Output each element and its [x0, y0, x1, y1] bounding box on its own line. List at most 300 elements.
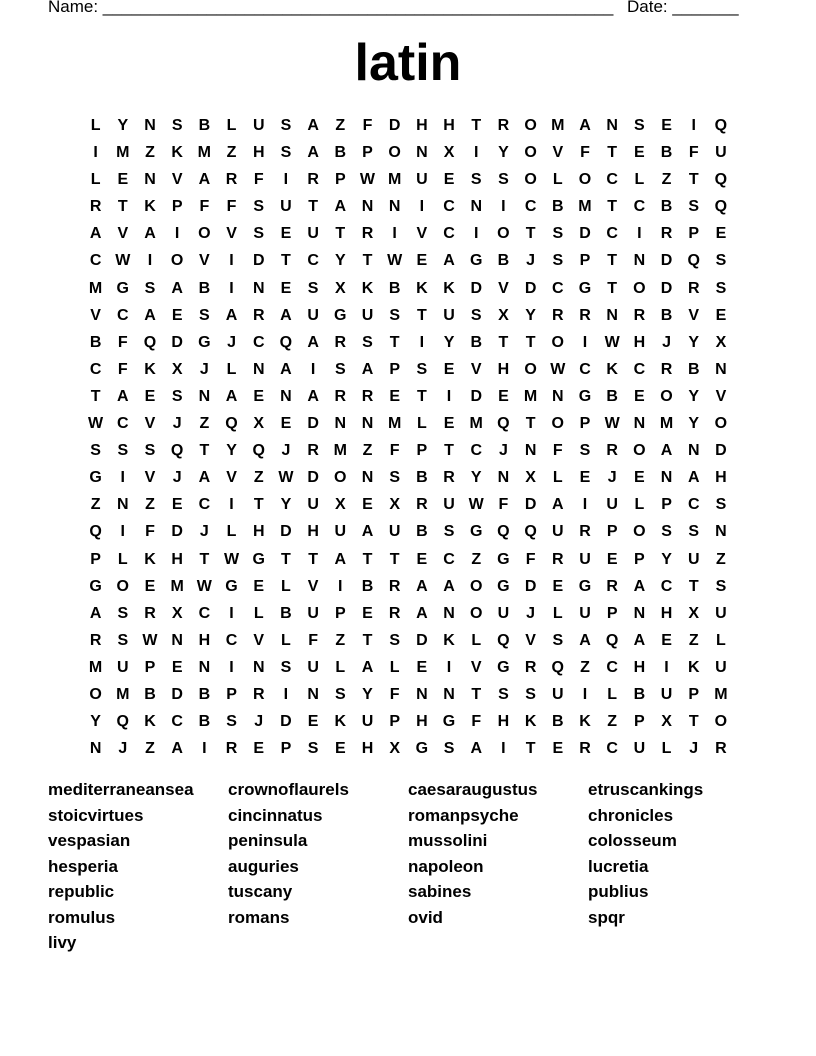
- grid-letter[interactable]: E: [552, 577, 564, 595]
- grid-letter[interactable]: Y: [498, 144, 509, 162]
- grid-letter[interactable]: A: [334, 198, 347, 216]
- grid-letter[interactable]: T: [688, 577, 699, 595]
- grid-letter[interactable]: L: [281, 631, 291, 649]
- grid-letter[interactable]: T: [362, 631, 373, 649]
- grid-letter[interactable]: D: [416, 631, 428, 649]
- grid-letter[interactable]: M: [88, 658, 103, 676]
- grid-letter[interactable]: S: [226, 713, 237, 731]
- grid-letter[interactable]: Y: [334, 252, 346, 270]
- grid-letter[interactable]: I: [691, 117, 696, 134]
- grid-letter[interactable]: L: [607, 685, 618, 703]
- grid-letter[interactable]: E: [661, 631, 672, 649]
- grid-letter[interactable]: Z: [661, 171, 672, 189]
- grid-letter[interactable]: N: [252, 658, 265, 676]
- grid-letter[interactable]: L: [226, 117, 237, 134]
- grid-letter[interactable]: W: [196, 577, 212, 595]
- grid-letter[interactable]: J: [227, 333, 236, 351]
- grid-letter[interactable]: R: [443, 469, 455, 487]
- grid-letter[interactable]: A: [416, 604, 428, 622]
- grid-letter[interactable]: D: [660, 252, 673, 270]
- grid-letter[interactable]: U: [715, 144, 727, 162]
- grid-letter[interactable]: K: [524, 713, 537, 731]
- grid-letter[interactable]: V: [688, 306, 700, 324]
- grid-letter[interactable]: G: [497, 577, 510, 595]
- grid-letter[interactable]: H: [252, 523, 265, 541]
- grid-letter[interactable]: A: [144, 225, 156, 243]
- grid-letter[interactable]: S: [334, 360, 346, 378]
- grid-letter[interactable]: R: [307, 171, 319, 189]
- grid-letter[interactable]: E: [171, 658, 183, 676]
- grid-letter[interactable]: X: [688, 604, 700, 622]
- grid-letter[interactable]: Z: [688, 631, 699, 649]
- grid-letter[interactable]: I: [147, 252, 153, 270]
- grid-letter[interactable]: V: [171, 171, 183, 189]
- grid-letter[interactable]: Z: [607, 713, 618, 731]
- grid-letter[interactable]: W: [604, 333, 620, 351]
- grid-letter[interactable]: A: [470, 740, 482, 758]
- grid-letter[interactable]: S: [253, 198, 265, 216]
- grid-letter[interactable]: W: [142, 631, 158, 649]
- grid-letter[interactable]: B: [660, 306, 673, 324]
- grid-letter[interactable]: Q: [225, 415, 238, 433]
- grid-letter[interactable]: E: [253, 577, 265, 595]
- grid-letter[interactable]: A: [361, 360, 374, 378]
- grid-letter[interactable]: I: [473, 225, 479, 243]
- grid-letter[interactable]: A: [633, 577, 646, 595]
- grid-letter[interactable]: A: [579, 631, 591, 649]
- grid-letter[interactable]: M: [578, 198, 592, 216]
- grid-letter[interactable]: E: [443, 415, 455, 433]
- grid-letter[interactable]: Q: [687, 252, 700, 270]
- grid-letter[interactable]: N: [524, 442, 537, 460]
- grid-letter[interactable]: O: [633, 279, 646, 297]
- grid-letter[interactable]: A: [307, 333, 319, 351]
- grid-letter[interactable]: J: [281, 442, 291, 460]
- grid-letter[interactable]: W: [278, 469, 294, 487]
- grid-letter[interactable]: O: [551, 333, 564, 351]
- grid-letter[interactable]: F: [688, 144, 699, 162]
- grid-letter[interactable]: A: [660, 442, 673, 460]
- grid-letter[interactable]: C: [633, 360, 646, 378]
- grid-letter[interactable]: I: [120, 523, 125, 541]
- grid-letter[interactable]: T: [199, 550, 210, 568]
- grid-letter[interactable]: A: [334, 550, 347, 568]
- grid-letter[interactable]: S: [171, 117, 183, 134]
- grid-letter[interactable]: O: [170, 252, 184, 270]
- grid-letter[interactable]: A: [280, 360, 292, 378]
- grid-letter[interactable]: F: [389, 685, 400, 703]
- grid-letter[interactable]: Q: [714, 171, 728, 189]
- grid-letter[interactable]: K: [144, 550, 156, 568]
- grid-letter[interactable]: N: [687, 442, 700, 460]
- grid-letter[interactable]: O: [497, 225, 510, 243]
- grid-letter[interactable]: I: [637, 225, 642, 243]
- grid-letter[interactable]: R: [89, 631, 102, 649]
- grid-letter[interactable]: K: [416, 279, 428, 297]
- grid-letter[interactable]: I: [419, 198, 425, 216]
- grid-letter[interactable]: R: [579, 740, 591, 758]
- grid-letter[interactable]: F: [117, 333, 128, 351]
- grid-letter[interactable]: X: [334, 279, 346, 297]
- grid-letter[interactable]: N: [416, 685, 428, 703]
- grid-letter[interactable]: N: [361, 198, 374, 216]
- grid-letter[interactable]: I: [664, 658, 669, 676]
- grid-letter[interactable]: T: [416, 387, 427, 405]
- grid-letter[interactable]: S: [389, 631, 400, 649]
- grid-letter[interactable]: L: [90, 171, 101, 189]
- grid-letter[interactable]: C: [443, 225, 455, 243]
- grid-letter[interactable]: I: [392, 225, 397, 243]
- grid-letter[interactable]: S: [307, 740, 319, 758]
- grid-letter[interactable]: G: [442, 713, 456, 731]
- grid-letter[interactable]: F: [226, 198, 237, 216]
- grid-letter[interactable]: M: [387, 415, 402, 433]
- grid-letter[interactable]: P: [389, 360, 400, 378]
- grid-letter[interactable]: H: [307, 523, 319, 541]
- grid-letter[interactable]: Z: [335, 631, 346, 649]
- grid-letter[interactable]: A: [687, 469, 700, 487]
- grid-letter[interactable]: V: [470, 360, 482, 378]
- grid-letter[interactable]: Z: [362, 442, 373, 460]
- grid-letter[interactable]: Q: [116, 713, 129, 731]
- grid-letter[interactable]: B: [470, 333, 482, 351]
- grid-letter[interactable]: S: [416, 360, 428, 378]
- grid-letter[interactable]: B: [198, 685, 211, 703]
- grid-letter[interactable]: T: [525, 225, 536, 243]
- grid-letter[interactable]: J: [662, 333, 671, 351]
- grid-letter[interactable]: D: [524, 496, 537, 514]
- grid-letter[interactable]: Q: [89, 523, 102, 541]
- grid-letter[interactable]: S: [90, 442, 101, 460]
- grid-letter[interactable]: I: [229, 252, 234, 270]
- grid-letter[interactable]: S: [117, 604, 129, 622]
- grid-letter[interactable]: Q: [605, 631, 619, 649]
- grid-letter[interactable]: C: [117, 415, 129, 433]
- grid-letter[interactable]: G: [578, 279, 592, 297]
- grid-letter[interactable]: S: [715, 496, 727, 514]
- grid-letter[interactable]: R: [606, 577, 618, 595]
- grid-letter[interactable]: N: [307, 685, 319, 703]
- grid-letter[interactable]: Y: [90, 713, 101, 731]
- grid-letter[interactable]: Z: [145, 144, 155, 162]
- grid-letter[interactable]: W: [359, 171, 376, 189]
- grid-letter[interactable]: B: [497, 252, 510, 270]
- grid-letter[interactable]: X: [498, 306, 509, 324]
- grid-letter[interactable]: U: [361, 306, 374, 324]
- grid-letter[interactable]: A: [89, 225, 102, 243]
- grid-letter[interactable]: L: [117, 550, 128, 568]
- grid-letter[interactable]: G: [415, 740, 429, 758]
- grid-letter[interactable]: G: [334, 306, 347, 324]
- grid-letter[interactable]: U: [715, 658, 727, 676]
- grid-letter[interactable]: L: [661, 740, 672, 758]
- grid-letter[interactable]: Q: [497, 415, 510, 433]
- grid-letter[interactable]: E: [443, 360, 455, 378]
- grid-letter[interactable]: T: [389, 550, 400, 568]
- grid-letter[interactable]: F: [525, 550, 536, 568]
- grid-letter[interactable]: W: [468, 496, 484, 514]
- grid-letter[interactable]: Q: [497, 631, 510, 649]
- grid-letter[interactable]: S: [199, 306, 210, 324]
- grid-letter[interactable]: S: [579, 442, 591, 460]
- grid-letter[interactable]: K: [144, 713, 156, 731]
- grid-letter[interactable]: U: [552, 685, 564, 703]
- grid-letter[interactable]: V: [226, 225, 237, 243]
- grid-letter[interactable]: S: [470, 306, 482, 324]
- grid-letter[interactable]: P: [226, 685, 237, 703]
- grid-letter[interactable]: H: [633, 333, 646, 351]
- grid-letter[interactable]: H: [715, 469, 727, 487]
- grid-letter[interactable]: I: [229, 658, 234, 676]
- grid-letter[interactable]: G: [469, 252, 483, 270]
- grid-letter[interactable]: A: [89, 604, 102, 622]
- grid-letter[interactable]: T: [498, 333, 509, 351]
- grid-letter[interactable]: G: [198, 333, 211, 351]
- grid-letter[interactable]: E: [634, 469, 645, 487]
- grid-letter[interactable]: T: [253, 496, 264, 514]
- grid-letter[interactable]: P: [334, 604, 346, 622]
- grid-letter[interactable]: M: [197, 144, 211, 162]
- grid-letter[interactable]: C: [579, 360, 591, 378]
- grid-letter[interactable]: H: [198, 631, 211, 649]
- grid-letter[interactable]: T: [607, 252, 618, 270]
- grid-letter[interactable]: R: [144, 604, 156, 622]
- grid-letter[interactable]: V: [715, 387, 727, 405]
- grid-letter[interactable]: R: [660, 360, 673, 378]
- grid-letter[interactable]: N: [198, 658, 211, 676]
- grid-letter[interactable]: H: [171, 550, 183, 568]
- grid-letter[interactable]: I: [174, 225, 180, 243]
- grid-letter[interactable]: K: [687, 658, 700, 676]
- grid-letter[interactable]: M: [333, 442, 347, 460]
- grid-letter[interactable]: S: [634, 117, 645, 134]
- grid-letter[interactable]: F: [145, 523, 155, 541]
- grid-letter[interactable]: T: [90, 387, 101, 405]
- grid-letter[interactable]: Y: [280, 496, 292, 514]
- grid-letter[interactable]: M: [116, 685, 130, 703]
- grid-letter[interactable]: T: [688, 713, 699, 731]
- grid-letter[interactable]: P: [661, 496, 672, 514]
- grid-letter[interactable]: P: [634, 550, 645, 568]
- grid-letter[interactable]: L: [634, 171, 645, 189]
- grid-letter[interactable]: N: [89, 740, 102, 758]
- grid-letter[interactable]: N: [416, 144, 428, 162]
- grid-letter[interactable]: T: [688, 171, 699, 189]
- grid-letter[interactable]: S: [117, 631, 129, 649]
- grid-letter[interactable]: V: [416, 225, 428, 243]
- grid-letter[interactable]: W: [115, 252, 131, 270]
- grid-letter[interactable]: O: [578, 171, 592, 189]
- grid-letter[interactable]: J: [199, 360, 209, 378]
- grid-letter[interactable]: U: [579, 604, 591, 622]
- grid-letter[interactable]: E: [253, 387, 265, 405]
- grid-letter[interactable]: U: [252, 117, 265, 134]
- grid-letter[interactable]: K: [334, 713, 347, 731]
- grid-letter[interactable]: U: [307, 658, 319, 676]
- grid-letter[interactable]: I: [229, 279, 234, 297]
- grid-letter[interactable]: F: [552, 442, 563, 460]
- grid-letter[interactable]: U: [606, 496, 618, 514]
- grid-letter[interactable]: O: [388, 144, 401, 162]
- grid-letter[interactable]: J: [526, 604, 536, 622]
- grid-letter[interactable]: S: [280, 658, 292, 676]
- grid-letter[interactable]: C: [470, 442, 482, 460]
- grid-letter[interactable]: L: [226, 523, 237, 541]
- grid-letter[interactable]: E: [307, 713, 319, 731]
- grid-letter[interactable]: A: [307, 117, 319, 134]
- grid-letter[interactable]: Y: [226, 442, 237, 460]
- grid-letter[interactable]: Z: [145, 740, 155, 758]
- grid-letter[interactable]: C: [606, 658, 618, 676]
- grid-letter[interactable]: E: [117, 171, 129, 189]
- grid-letter[interactable]: R: [579, 523, 591, 541]
- grid-letter[interactable]: U: [307, 604, 319, 622]
- grid-letter[interactable]: F: [253, 171, 264, 189]
- grid-letter[interactable]: S: [715, 577, 727, 595]
- grid-letter[interactable]: C: [443, 198, 455, 216]
- grid-letter[interactable]: X: [525, 469, 536, 487]
- grid-letter[interactable]: E: [253, 740, 265, 758]
- grid-letter[interactable]: X: [443, 144, 455, 162]
- grid-letter[interactable]: C: [225, 631, 238, 649]
- grid-letter[interactable]: X: [661, 713, 672, 731]
- grid-letter[interactable]: R: [388, 577, 401, 595]
- grid-letter[interactable]: E: [579, 469, 591, 487]
- grid-letter[interactable]: D: [171, 685, 183, 703]
- grid-letter[interactable]: W: [550, 360, 566, 378]
- grid-letter[interactable]: T: [607, 279, 618, 297]
- grid-letter[interactable]: Q: [497, 523, 510, 541]
- grid-letter[interactable]: D: [252, 252, 265, 270]
- grid-letter[interactable]: P: [579, 252, 591, 270]
- grid-letter[interactable]: B: [280, 604, 292, 622]
- grid-letter[interactable]: C: [552, 279, 564, 297]
- grid-letter[interactable]: A: [171, 740, 183, 758]
- grid-letter[interactable]: E: [280, 225, 292, 243]
- grid-letter[interactable]: C: [198, 496, 211, 514]
- grid-letter[interactable]: O: [524, 117, 537, 134]
- grid-letter[interactable]: V: [144, 415, 156, 433]
- grid-letter[interactable]: M: [523, 387, 538, 405]
- grid-letter[interactable]: T: [607, 144, 618, 162]
- grid-letter[interactable]: R: [361, 225, 374, 243]
- grid-letter[interactable]: N: [606, 117, 618, 134]
- grid-letter[interactable]: S: [443, 523, 455, 541]
- grid-letter[interactable]: O: [633, 523, 646, 541]
- grid-letter[interactable]: D: [579, 225, 591, 243]
- grid-letter[interactable]: B: [388, 279, 401, 297]
- grid-letter[interactable]: Z: [716, 550, 726, 568]
- grid-letter[interactable]: J: [498, 442, 508, 460]
- grid-letter[interactable]: X: [389, 496, 400, 514]
- grid-letter[interactable]: H: [633, 658, 646, 676]
- grid-letter[interactable]: N: [171, 631, 183, 649]
- grid-letter[interactable]: O: [116, 577, 129, 595]
- grid-letter[interactable]: Y: [443, 333, 455, 351]
- grid-letter[interactable]: U: [443, 496, 455, 514]
- grid-letter[interactable]: F: [117, 360, 128, 378]
- grid-letter[interactable]: K: [606, 360, 618, 378]
- grid-letter[interactable]: V: [117, 225, 129, 243]
- grid-letter[interactable]: Y: [688, 333, 700, 351]
- grid-letter[interactable]: O: [524, 171, 537, 189]
- grid-letter[interactable]: P: [634, 713, 645, 731]
- grid-letter[interactable]: P: [171, 198, 183, 216]
- grid-letter[interactable]: C: [660, 577, 673, 595]
- grid-letter[interactable]: S: [552, 225, 564, 243]
- grid-letter[interactable]: G: [578, 577, 592, 595]
- grid-letter[interactable]: O: [469, 604, 483, 622]
- grid-letter[interactable]: B: [198, 713, 211, 731]
- grid-letter[interactable]: U: [280, 198, 292, 216]
- grid-letter[interactable]: E: [715, 306, 727, 324]
- grid-letter[interactable]: L: [281, 577, 291, 595]
- grid-letter[interactable]: U: [388, 523, 401, 541]
- grid-letter[interactable]: N: [144, 171, 156, 189]
- grid-letter[interactable]: H: [416, 117, 428, 134]
- grid-letter[interactable]: P: [362, 144, 373, 162]
- grid-letter[interactable]: S: [525, 685, 536, 703]
- grid-letter[interactable]: R: [252, 306, 265, 324]
- grid-letter[interactable]: B: [660, 144, 673, 162]
- grid-letter[interactable]: N: [334, 415, 347, 433]
- grid-letter[interactable]: S: [552, 631, 564, 649]
- grid-letter[interactable]: S: [280, 117, 292, 134]
- grid-letter[interactable]: N: [606, 306, 618, 324]
- grid-letter[interactable]: M: [469, 415, 483, 433]
- grid-letter[interactable]: Z: [471, 550, 482, 568]
- grid-letter[interactable]: E: [334, 740, 346, 758]
- grid-letter[interactable]: Z: [226, 144, 237, 162]
- grid-letter[interactable]: G: [469, 523, 483, 541]
- grid-letter[interactable]: I: [582, 496, 588, 514]
- grid-letter[interactable]: Q: [170, 442, 184, 460]
- grid-letter[interactable]: H: [660, 604, 673, 622]
- grid-letter[interactable]: R: [660, 225, 673, 243]
- grid-letter[interactable]: A: [171, 279, 183, 297]
- grid-letter[interactable]: I: [310, 360, 316, 378]
- grid-letter[interactable]: P: [606, 523, 618, 541]
- grid-letter[interactable]: J: [118, 740, 128, 758]
- grid-letter[interactable]: L: [552, 469, 563, 487]
- grid-letter[interactable]: M: [659, 415, 674, 433]
- grid-letter[interactable]: S: [117, 442, 129, 460]
- grid-letter[interactable]: E: [416, 550, 428, 568]
- grid-letter[interactable]: R: [579, 306, 591, 324]
- grid-letter[interactable]: K: [443, 279, 455, 297]
- grid-letter[interactable]: C: [198, 604, 211, 622]
- grid-letter[interactable]: T: [117, 198, 128, 216]
- grid-letter[interactable]: E: [661, 117, 672, 134]
- grid-letter[interactable]: R: [552, 550, 564, 568]
- grid-letter[interactable]: T: [308, 550, 318, 568]
- grid-letter[interactable]: R: [89, 198, 102, 216]
- grid-letter[interactable]: B: [198, 279, 211, 297]
- grid-letter[interactable]: T: [607, 198, 618, 216]
- grid-letter[interactable]: P: [606, 604, 618, 622]
- grid-letter[interactable]: I: [419, 333, 425, 351]
- grid-letter[interactable]: H: [497, 360, 510, 378]
- grid-letter[interactable]: A: [443, 252, 455, 270]
- grid-letter[interactable]: K: [579, 713, 591, 731]
- grid-letter[interactable]: U: [552, 523, 564, 541]
- grid-letter[interactable]: O: [714, 713, 728, 731]
- grid-letter[interactable]: D: [171, 333, 183, 351]
- grid-letter[interactable]: F: [389, 442, 400, 460]
- grid-letter[interactable]: S: [144, 279, 156, 297]
- grid-letter[interactable]: S: [470, 171, 482, 189]
- grid-letter[interactable]: A: [144, 306, 156, 324]
